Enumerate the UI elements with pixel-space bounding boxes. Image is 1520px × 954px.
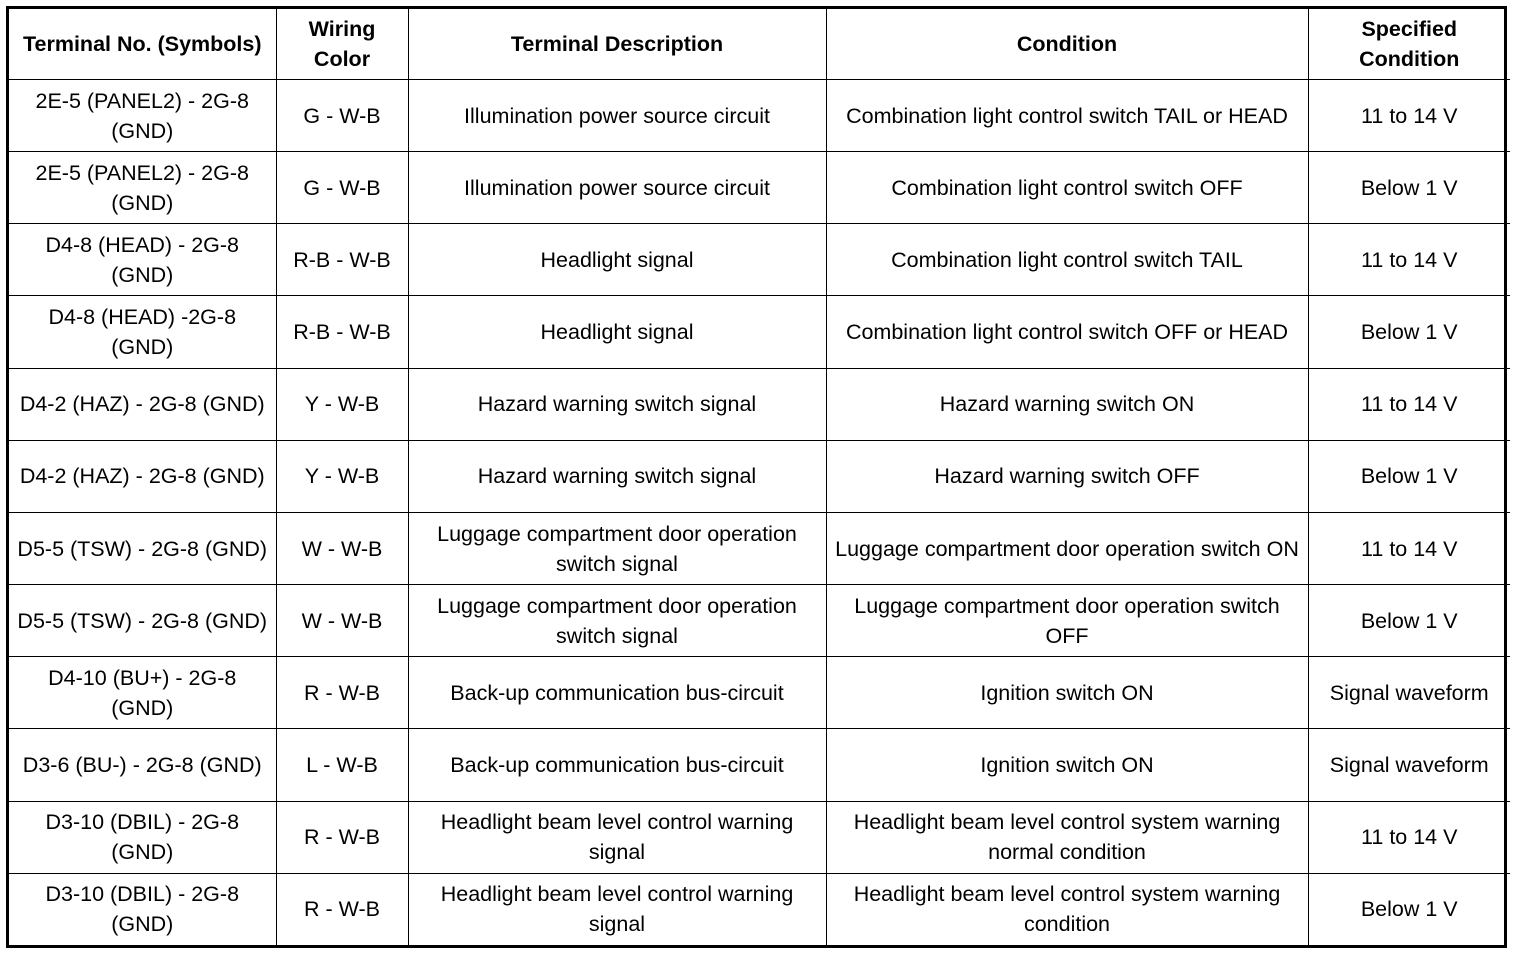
cell-condition: Ignition switch ON <box>826 657 1308 729</box>
terminal-table-container <box>6 6 1507 948</box>
cell-condition: Luggage compartment door operation switch OFF <box>826 585 1308 657</box>
cell-terminal: D4-10 (BU+) - 2G-8 (GND) <box>9 657 276 729</box>
terminal-table <box>9 9 1510 945</box>
table-row <box>9 657 1510 729</box>
cell-specified-condition: Below 1 V <box>1308 440 1510 512</box>
cell-specified-condition: Below 1 V <box>1308 585 1510 657</box>
table-row <box>9 440 1510 512</box>
header-terminal-description: Terminal Description <box>408 9 826 80</box>
cell-terminal: 2E-5 (PANEL2) - 2G-8 (GND) <box>9 152 276 224</box>
cell-wiring-color: W - W-B <box>276 585 408 657</box>
cell-terminal: D3-6 (BU-) - 2G-8 (GND) <box>9 729 276 801</box>
cell-terminal: D5-5 (TSW) - 2G-8 (GND) <box>9 585 276 657</box>
cell-specified-condition: Below 1 V <box>1308 873 1510 945</box>
table-row <box>9 585 1510 657</box>
cell-specified-condition: Signal waveform <box>1308 657 1510 729</box>
cell-terminal: D4-2 (HAZ) - 2G-8 (GND) <box>9 368 276 440</box>
cell-wiring-color: R - W-B <box>276 873 408 945</box>
cell-specified-condition: 11 to 14 V <box>1308 368 1510 440</box>
cell-condition: Combination light control switch TAIL or HEAD <box>826 80 1308 152</box>
cell-description: Illumination power source circuit <box>408 80 826 152</box>
cell-description: Headlight beam level control warning signal <box>408 873 826 945</box>
cell-specified-condition: Signal waveform <box>1308 729 1510 801</box>
cell-description: Headlight signal <box>408 296 826 368</box>
cell-wiring-color: Y - W-B <box>276 440 408 512</box>
cell-condition: Hazard warning switch ON <box>826 368 1308 440</box>
cell-condition: Hazard warning switch OFF <box>826 440 1308 512</box>
cell-condition: Luggage compartment door operation switch ON <box>826 512 1308 584</box>
cell-description: Luggage compartment door operation switch signal <box>408 512 826 584</box>
cell-wiring-color: L - W-B <box>276 729 408 801</box>
cell-wiring-color: G - W-B <box>276 152 408 224</box>
cell-specified-condition: Below 1 V <box>1308 152 1510 224</box>
header-condition: Condition <box>826 9 1308 80</box>
cell-condition: Combination light control switch TAIL <box>826 224 1308 296</box>
cell-description: Headlight beam level control warning signal <box>408 801 826 873</box>
cell-condition: Headlight beam level control system warning condition <box>826 873 1308 945</box>
table-row <box>9 224 1510 296</box>
cell-description: Back-up communication bus-circuit <box>408 657 826 729</box>
cell-wiring-color: R - W-B <box>276 657 408 729</box>
header-terminal: Terminal No. (Symbols) <box>9 9 276 80</box>
table-row <box>9 729 1510 801</box>
cell-wiring-color: R-B - W-B <box>276 296 408 368</box>
cell-description: Hazard warning switch signal <box>408 368 826 440</box>
cell-condition: Ignition switch ON <box>826 729 1308 801</box>
cell-terminal: D4-2 (HAZ) - 2G-8 (GND) <box>9 440 276 512</box>
cell-wiring-color: Y - W-B <box>276 368 408 440</box>
table-row <box>9 512 1510 584</box>
table-row <box>9 80 1510 152</box>
cell-specified-condition: 11 to 14 V <box>1308 801 1510 873</box>
cell-terminal: D3-10 (DBIL) - 2G-8 (GND) <box>9 873 276 945</box>
cell-condition: Combination light control switch OFF <box>826 152 1308 224</box>
header-wiring-color: Wiring Color <box>276 9 408 80</box>
header-specified-condition: Specified Condition <box>1308 9 1510 80</box>
cell-terminal: 2E-5 (PANEL2) - 2G-8 (GND) <box>9 80 276 152</box>
cell-wiring-color: R - W-B <box>276 801 408 873</box>
cell-specified-condition: 11 to 14 V <box>1308 224 1510 296</box>
cell-description: Illumination power source circuit <box>408 152 826 224</box>
cell-description: Back-up communication bus-circuit <box>408 729 826 801</box>
cell-condition: Headlight beam level control system warning normal condition <box>826 801 1308 873</box>
cell-specified-condition: 11 to 14 V <box>1308 80 1510 152</box>
cell-wiring-color: R-B - W-B <box>276 224 408 296</box>
table-row <box>9 296 1510 368</box>
header-row <box>9 9 1510 80</box>
cell-condition: Combination light control switch OFF or HEAD <box>826 296 1308 368</box>
cell-terminal: D4-8 (HEAD) - 2G-8 (GND) <box>9 224 276 296</box>
cell-description: Headlight signal <box>408 224 826 296</box>
cell-wiring-color: G - W-B <box>276 80 408 152</box>
cell-terminal: D3-10 (DBIL) - 2G-8 (GND) <box>9 801 276 873</box>
cell-terminal: D4-8 (HEAD) -2G-8 (GND) <box>9 296 276 368</box>
cell-wiring-color: W - W-B <box>276 512 408 584</box>
cell-terminal: D5-5 (TSW) - 2G-8 (GND) <box>9 512 276 584</box>
cell-specified-condition: 11 to 14 V <box>1308 512 1510 584</box>
table-row <box>9 873 1510 945</box>
cell-description: Luggage compartment door operation switch signal <box>408 585 826 657</box>
cell-description: Hazard warning switch signal <box>408 440 826 512</box>
table-row <box>9 368 1510 440</box>
table-row <box>9 801 1510 873</box>
cell-specified-condition: Below 1 V <box>1308 296 1510 368</box>
table-row <box>9 152 1510 224</box>
